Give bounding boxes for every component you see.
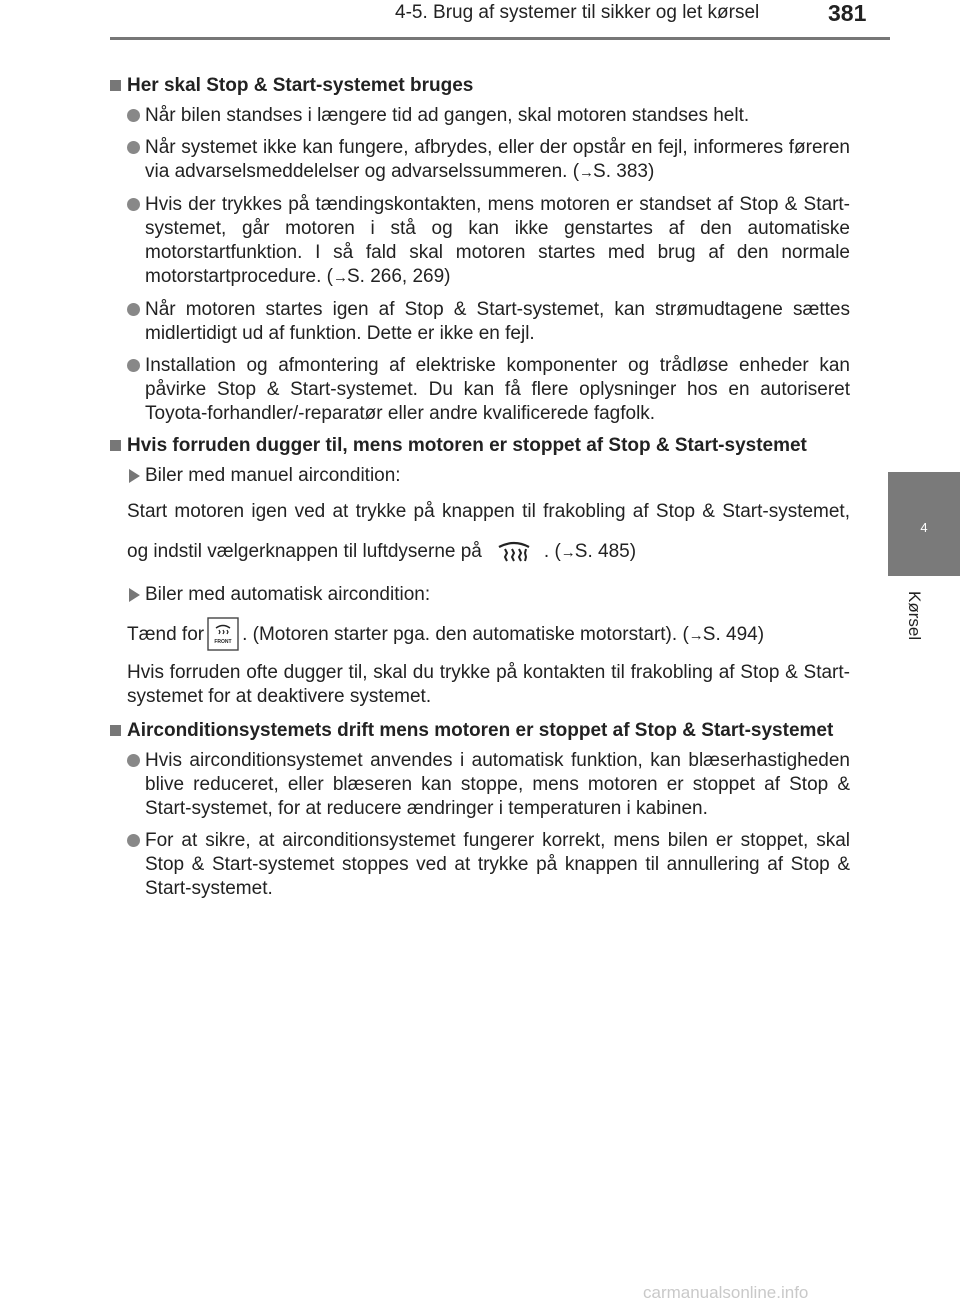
- section-heading: [108, 74, 850, 98]
- front-button-label: FRONT: [214, 639, 232, 645]
- round-bullet: [127, 303, 140, 316]
- square-bullet: [110, 440, 121, 451]
- round-bullet: [127, 359, 140, 372]
- bullet-item: [108, 136, 850, 185]
- paragraph: [108, 661, 850, 709]
- chapter-number: 4: [920, 520, 928, 535]
- bullet-item: [108, 749, 850, 821]
- watermark: carmanualsonline.info: [643, 1283, 809, 1302]
- triangle-bullet: [129, 469, 140, 483]
- bullet-text: Installation og afmontering af elektriske komponenter og trådløse enheder kan påvirke Stop & Start-systemet. Du kan få flere oplysninger hos en autoriseret Toyota-forhandler/-reparatør eller andre kvalificerede fagfolk.: [145, 355, 850, 424]
- front-defroster-button-icon: [207, 617, 239, 651]
- bullet-item: [108, 193, 850, 290]
- round-bullet: [127, 754, 140, 767]
- heading-text: Her skal Stop & Start-systemet bruges: [127, 75, 474, 96]
- paragraph: [108, 492, 850, 573]
- sub-item-label: Biler med manuel aircondition:: [145, 465, 401, 486]
- bullet-text: For at sikre, at airconditionsystemet fungerer korrekt, mens bilen er stoppet, skal Stop & Start-systemet stoppes ved at trykke på knappen til annullering af Stop & Start-systemet.: [145, 830, 850, 899]
- bullet-item: [108, 829, 850, 901]
- bullet-text: Når systemet ikke kan fungere, afbrydes, eller der opstår en fejl, informeres føreren via advarselsmeddelelser og advarselssummeren. (: [145, 137, 850, 182]
- paragraph-text: Start motoren igen ved at trykke på knappen til frakobling af Stop & Start-systemet, og indstil vælgerknappen til luftdyserne på: [127, 501, 850, 562]
- bullet-text: Hvis der trykkes på tændingskontakten, mens motoren er standset af Stop & Start-systemet, går motoren i stå og kan ikke genstartes af den automatiske motorstartfunktion. I så fald skal motoren startes med brug af den normale motorstartprocedure. (: [145, 194, 850, 287]
- heading-text: Hvis forruden dugger til, mens motoren er stoppet af Stop & Start-systemet: [127, 435, 807, 456]
- paragraph: [108, 617, 850, 651]
- sub-item: [108, 583, 850, 607]
- page-reference-link[interactable]: S. 485): [574, 541, 637, 562]
- arrow-icon: →: [560, 544, 575, 561]
- bullet-text: Når bilen standses i længere tid ad gangen, skal motoren standses helt.: [145, 105, 750, 126]
- chapter-side-tab: [888, 472, 960, 576]
- bullet-text: Hvis airconditionsystemet anvendes i automatisk funktion, kan blæserhastigheden blive reduceret, eller blæseren kan stoppe, mens motoren er stoppet af Stop & Start-systemet, for at reducere ændringer i temperaturen i kabinen.: [145, 750, 850, 819]
- page-reference-link[interactable]: S. 383): [593, 161, 655, 182]
- sub-item: [108, 464, 850, 488]
- section-heading: [108, 719, 850, 743]
- page-reference-link[interactable]: S. 494): [702, 624, 765, 645]
- arrow-icon: →: [579, 164, 594, 181]
- paragraph-text: . (Motoren starter pga. den automatiske motorstart). (: [242, 624, 689, 645]
- paragraph-text: Hvis forruden ofte dugger til, skal du trykke på kontakten til frakobling af Stop & Start-systemet for at deaktivere systemet.: [127, 662, 850, 707]
- arrow-icon: →: [332, 269, 347, 286]
- section-header-title: 4-5. Brug af systemer til sikker og let kørsel: [395, 2, 760, 23]
- paragraph-text: . (: [543, 541, 561, 562]
- arrow-icon: →: [688, 627, 703, 644]
- sub-item-label: Biler med automatisk aircondition:: [145, 584, 431, 605]
- bullet-item: [108, 104, 850, 128]
- page-content: [108, 74, 850, 909]
- round-bullet: [127, 141, 140, 154]
- page-reference-link[interactable]: S. 266, 269): [346, 266, 451, 287]
- chapter-label: Kørsel: [905, 591, 924, 641]
- square-bullet: [110, 80, 121, 91]
- page-number: 381: [828, 0, 867, 26]
- square-bullet: [110, 725, 121, 736]
- bullet-text: Når motoren startes igen af Stop & Start-systemet, kan strømudtagene sættes midlertidigt ud af funktion. Dette er ikke en fejl.: [145, 299, 850, 344]
- paragraph-text: Tænd for: [127, 624, 205, 645]
- header-rule: [110, 37, 890, 40]
- bullet-item: [108, 298, 850, 346]
- heading-text: Airconditionsystemets drift mens motoren er stoppet af Stop & Start-systemet: [127, 720, 834, 741]
- section-heading: [108, 434, 850, 458]
- round-bullet: [127, 109, 140, 122]
- triangle-bullet: [129, 588, 140, 602]
- defroster-icon: [494, 538, 534, 564]
- round-bullet: [127, 198, 140, 211]
- round-bullet: [127, 834, 140, 847]
- bullet-item: [108, 354, 850, 426]
